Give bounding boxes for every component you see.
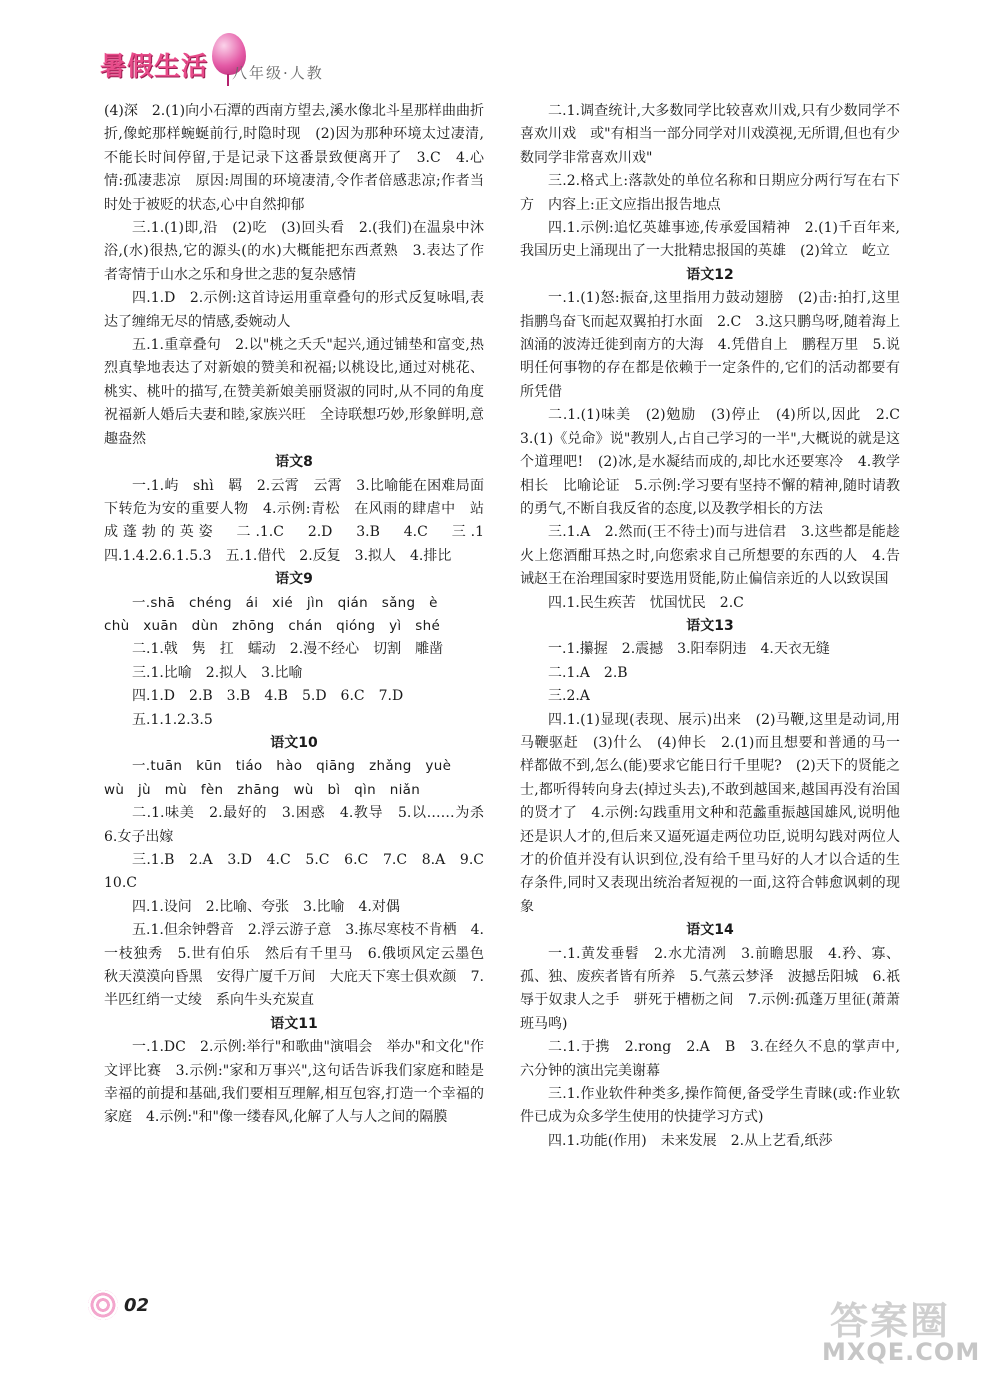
answer-paragraph: 五.1.但余钟磬音 2.浮云游子意 3.拣尽寒枝不肯栖 4.一枝独秀 5.世有伯乐 然后有千里马 6.俄顷风定云墨色 秋天漠漠向昏黑 安得广厦千万间 大庇天下寒士俱欢颜 7.半匹红绡一丈绫 系向牛头充炭直: [104, 922, 498, 1009]
answer-paragraph: 一.1.DC 2.示例:举行"和歌曲"演唱会 举办"和文化"作文评比赛 3.示例:"家和万事兴",这句话告诉我们家庭和睦是幸福的前提和基础,我们要相互理解,相互包容,打造一个幸福的家庭 4.示例:"和"像一缕春风,化解了人与人之间的隔膜: [104, 1039, 484, 1126]
page-footer: [88, 1290, 149, 1320]
answer-paragraph: 三.1.(1)即,沿 (2)吃 (3)回头看 2.(我们)在温泉中沐浴,(水)很热,它的源头(的水)大概能把东西煮熟 3.表达了作者寄情于山水之乐和身世之悲的复杂感情: [104, 220, 484, 283]
swirl-icon: [88, 1290, 118, 1320]
answer-paragraph: 三.1.A 2.然而(王不待士)而与进信君 3.这些都是能趁火上您酒酣耳热之时,向您索求自己所想要的东西的人 4.告诫赵王在治理国家时要选用贤能,防止偏信亲近的人以致误国: [520, 524, 900, 588]
answer-paragraph: 四.1.民生疾苦 忧国忧民 2.C: [548, 594, 744, 611]
answer-paragraph: 四.1.D 2.示例:这首诗运用重章叠句的形式反复咏唱,表达了缠绵无尽的情感,委婉动人: [104, 290, 484, 330]
page-header: [100, 28, 520, 98]
answer-paragraph: 三.2.格式上:落款处的单位名称和日期应分两行写在右下方 内容上:正文应指出报告地点: [520, 173, 900, 213]
pinyin-line: wù jù mù fèn zhāng wù bì qìn niǎn: [104, 781, 421, 798]
pinyin-line: 一.shā chéng ái xié jìn qián sǎng è: [132, 594, 438, 611]
answer-paragraph: 二.1.调查统计,大多数同学比较喜欢川戏,只有少数同学不喜欢川戏 或"有相当一部分同学对川戏漠视,无所谓,但也有少数同学非常喜欢川戏": [520, 103, 900, 166]
grade-label: 八年级·人教: [232, 64, 324, 82]
watermark-url: MXQE.COM: [822, 1338, 981, 1366]
answer-paragraph: 一.1.攥握 2.震撼 3.阳奉阴违 4.天衣无缝: [548, 641, 830, 658]
page-number: 02: [124, 1294, 150, 1316]
pinyin-line: chù xuān dùn zhōng chán qióng yì shé: [104, 617, 441, 634]
section-heading: 语文12: [686, 266, 734, 283]
answer-paragraph: 一.1.(1)怒:振奋,这里指用力鼓动翅膀 (2)击:拍打,这里指鹏鸟奋飞而起双翼拍打水面 2.C 3.这只鹏鸟呀,随着海上汹涌的波涛迁徙到南方的大海 4.凭借自上 鹏程万里 5.说明任何事物的存在都是依赖于一定条件的,它们的活动都要有所凭借: [520, 290, 900, 400]
answer-paragraph: 三.1.比喻 2.拟人 3.比喻: [132, 664, 303, 681]
answer-paragraph: 一.1.黄发垂髫 2.水尤清冽 3.前瞻思服 4.矜、寡、孤、独、废疾者皆有所养 5.气蒸云梦泽 波撼岳阳城 6.祇辱于奴隶人之手 骈死于槽枥之间 7.示例:孤蓬万里征(萧萧班马鸣): [520, 945, 900, 1032]
watermark-title: 答案圈: [830, 1299, 951, 1343]
answer-paragraph: 四.1.设问 2.比喻、夸张 3.比喻 4.对偶: [132, 898, 400, 915]
answer-paragraph: 三.2.A: [548, 688, 590, 705]
answer-paragraph: 五.1.重章叠句 2.以"桃之夭夭"起兴,通过铺垫和富变,热烈真挚地表达了对新娘的赞美和祝福;以桃设比,通过对桃花、桃实、桃叶的描写,在赞美新娘美丽贤淑的同时,从不同的角度祝福新人婚后夫妻和睦,家族兴旺 全诗联想巧妙,形象鲜明,意趣盎然: [104, 337, 484, 447]
answer-paragraph: 三.1.B 2.A 3.D 4.C 5.C 6.C 7.C 8.A 9.C 10.C: [104, 852, 498, 892]
pinyin-line: 一.tuān kūn tiáo hào qiāng zhǎng yuè: [132, 758, 452, 775]
answer-paragraph: (4)深 2.(1)向小石潭的西南方望去,溪水像北斗星那样曲曲折折,像蛇那样蜿蜒前行,时隐时现 (2)因为那种环境太过凄清,不能长时间停留,于是记录下这番景致便离开了 3.C 4.心情:孤凄悲凉 原因:周围的环境凄清,令作者倍感悲凉;作者当时处于被贬的状态,心中自然抑郁: [104, 103, 484, 213]
answer-paragraph: 二.1.戟 隽 扛 蠕动 2.漫不经心 切割 雕凿: [132, 641, 444, 658]
answer-paragraph: 四.1.示例:追忆英雄事迹,传承爱国精神 2.(1)千百年来,我国历史上涌现出了一大批精忠报国的英雄 (2)耸立 屹立: [520, 220, 900, 260]
answer-paragraph: 一.1.屿 shì 羁 2.云霄 云霄 3.比喻能在困难局面下转危为安的重要人物 4.示例:青松 在风雨的肆虐中 站成蓬勃的英姿 二.1.C 2.D 3.B 4.C 三.1 四.1.4.2.6.1.5.3 五.1.借代 2.反复 3.拟人 4.排比: [104, 477, 498, 564]
logo-text: 暑假生活: [100, 52, 209, 82]
answer-paragraph: 二.1.味美 2.最好的 3.困惑 4.教导 5.以……为杀 6.女子出嫁: [104, 805, 498, 845]
section-heading: 语文13: [686, 617, 734, 634]
watermark: [822, 1290, 992, 1370]
answer-paragraph: 三.1.作业软件种类多,操作简便,备受学生青睐(或:作业软件已成为众多学生使用的快捷学习方式): [520, 1086, 900, 1126]
section-heading: 语文10: [270, 734, 318, 751]
answer-paragraph: 四.1.D 2.B 3.B 4.B 5.D 6.C 7.D: [132, 688, 404, 705]
left-column: [104, 100, 498, 1130]
answer-paragraph: 五.1.1.2.3.5: [132, 711, 213, 728]
answer-paragraph: 二.1.于携 2.rong 2.A B 3.在经久不息的掌声中,六分钟的演出完美谢幕: [520, 1039, 900, 1079]
summer-life-logo: [100, 46, 246, 83]
answer-paragraph: 四.1.(1)显现(表现、展示)出来 (2)马鞭,这里是动词,用马鞭驱赶 (3)什么 (4)伸长 2.(1)而且想要和普通的马一样都做不到,怎么(能)要求它能日行千里呢? (2)天下的贤能之士,都听得转向身去(掉过头去),不敢到越国来,越国再没有治国的贤才了 4.示例:勾践重用文种和范蠡重振越国雄风,说明他还是识人才的,但后来又逼死逼走两位功臣,说明勾践对两位人才的价值并没有认识到位,没有给千里马好的人才以合适的生存条件,同时又表现出统治者短视的一面,这符合韩愈讽刺的现象: [520, 711, 900, 915]
right-column: [520, 100, 914, 1153]
section-heading: 语文14: [686, 922, 734, 939]
section-heading: 语文9: [275, 571, 313, 588]
answer-paragraph: 四.1.功能(作用) 未来发展 2.从上艺看,纸莎: [548, 1132, 833, 1149]
section-heading: 语文8: [275, 454, 313, 471]
section-heading: 语文11: [270, 1015, 318, 1032]
answer-paragraph: 二.1.(1)味美 (2)勉励 (3)停止 (4)所以,因此 2.C 3.(1)《兑命》说"教别人,占自己学习的一半",大概说的就是这个道理吧! (2)冰,是水凝结而成的,却比水还要寒冷 4.教学相长 比喻论证 5.示例:学习要有坚持不懈的精神,随时请教的勇气,不断自我反省的态度,以及教学相长的方法: [520, 407, 914, 517]
answer-paragraph: 二.1.A 2.B: [548, 664, 628, 681]
